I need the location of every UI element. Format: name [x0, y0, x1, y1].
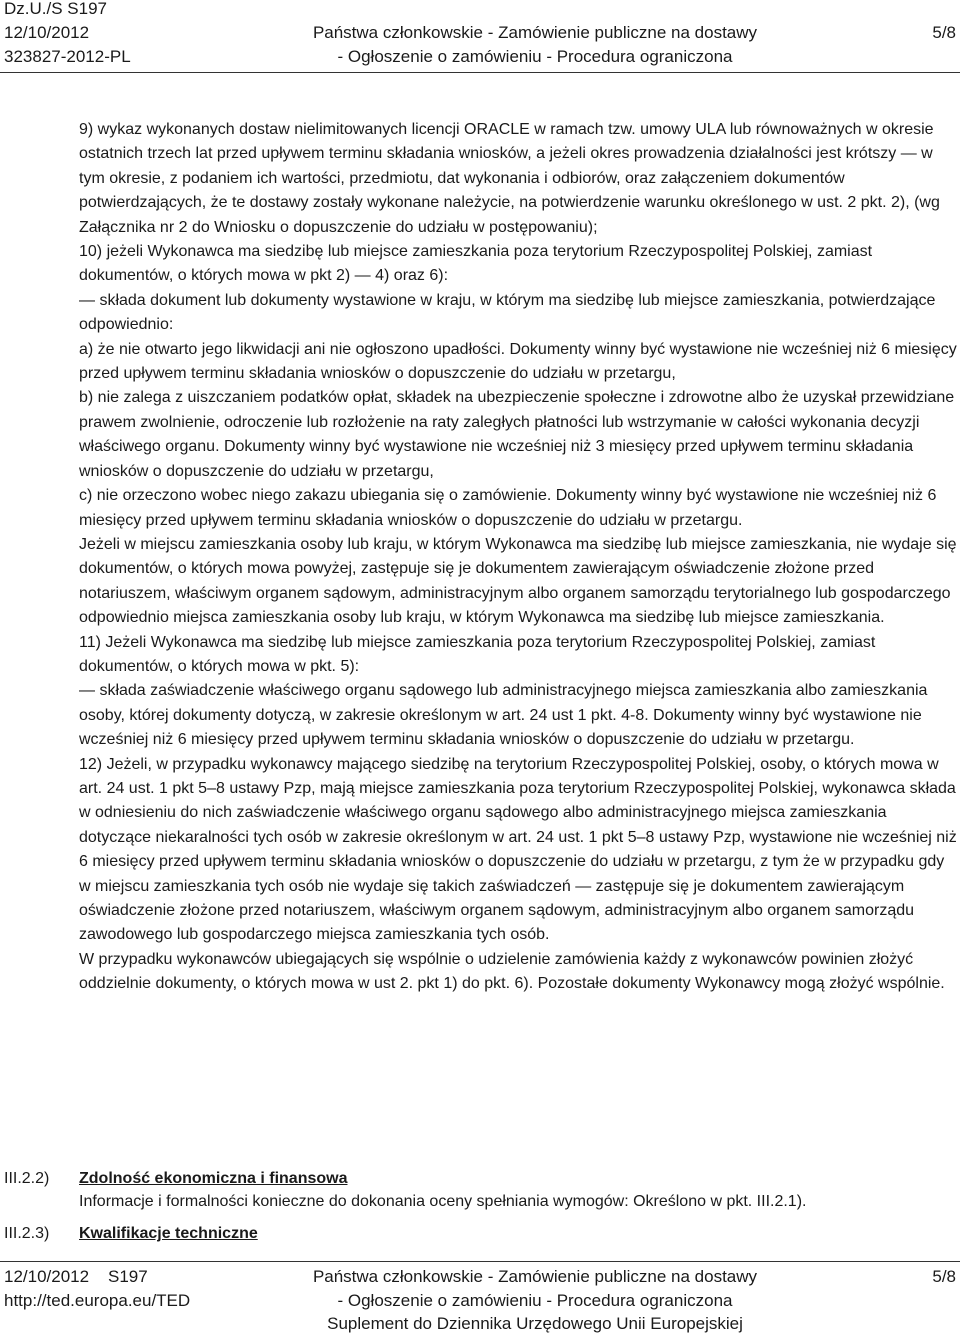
paragraph-item-12: 12) Jeżeli, w przypadku wykonawcy mającego siedzibę na terytorium Rzeczypospolitej Polskiej, osoby, o których mowa w art. 24 ust. 1 pkt 5–8 ustawy Pzp, mają miejsce zamieszkania poza terytorium Rzeczypospolitej Polskiej, wykonawca składa w odniesieniu do nich zaświadczenie właściwego organu sądowego albo administracyjnego miejsca zamieszkania dotyczące niekaralności tych osób w zakresie określonym w art. 24 ust. 1 pkt 5–8 ustawy Pzp, wystawione nie wcześniej niż 6 miesięcy przed upływem terminu składania wniosków o dopuszczenie do udziału w przetargu, z tym że w przypadku gdy w miejscu zamieszkania tych osób nie wydaje się takich zaświadczeń — zastępuje się je dokumentem zawierającym oświadczenie złożone przed notariuszem, właściwym organem sądowym, administracyjnym albo organem samorządu zawodowego lub gospodarczego miejsca zamieszkania tych osób.	[79, 755, 957, 944]
section-number: III.2.3)	[4, 1225, 50, 1242]
paragraph-item-11: 11) Jeżeli Wykonawca ma siedzibę lub miejsce zamieszkania poza terytorium Rzeczypospolitej Polskiej, zamiast dokumentów, o których mowa w pkt. 5):	[79, 633, 876, 675]
section-info: Informacje i formalności konieczne do dokonania oceny spełniania wymogów: Określono w pkt. III.2.1).	[79, 1193, 807, 1210]
footer-url[interactable]: http://ted.europa.eu/TED	[4, 1291, 191, 1310]
footer-title-line2: - Ogłoszenie o zamówieniu - Procedura ograniczona	[337, 1291, 733, 1310]
paragraph-dash-documents: — składa dokument lub dokumenty wystawione w kraju, w którym ma siedzibę lub miejsce zamieszkania, potwierdzające odpowiednio:	[79, 291, 936, 334]
footer-divider	[0, 1261, 960, 1262]
paragraph-point-c: c) nie orzeczono wobec niego zakazu ubiegania się o zamówienie. Dokumenty winny być wystawione nie wcześniej niż 6 miesięcy przed upływem terminu składania wniosków o dopuszczenie do udziału w przetargu.	[79, 487, 937, 529]
paragraph-point-a: a) że nie otwarto jego likwidacji ani nie ogłoszono upadłości. Dokumenty winny być wystawione nie wcześniej niż 6 miesięcy przed upływem terminu składania wniosków o dopuszczenie do udziału w przetargu,	[79, 340, 957, 383]
footer-title-line1: Państwa członkowskie - Zamówienie publiczne na dostawy	[312, 1267, 758, 1286]
header-title-line1: Państwa członkowskie - Zamówienie publiczne na dostawy	[312, 23, 758, 42]
paragraph-item-9: 9) wykaz wykonanych dostaw nielimitowanych licencji ORACLE w ramach tzw. umowy ULA lub równoważnych w okresie ostatnich trzech lat przed upływem terminu składania wniosków, a jeżeli okres prowadzenia działalności jest krótszy — w tym okresie, z podaniem ich wartości, przedmiotu, dat wykonania i odbiorów, oraz załączeniem dokumentów potwierdzających, że te dostawy zostały wykonane należycie, na potwierdzenie warunku określonego w ust. 2 pkt. 2), (wg Załącznika nr 2 do Wniosku o dopuszczenie do udziału w postępowaniu);	[79, 121, 940, 236]
paragraph-notary-statement: Jeżeli w miejscu zamieszkania osoby lub kraju, w którym Wykonawca ma siedzibę lub miejsce zamieszkania, nie wydaje się dokumentów, o których mowa powyżej, zastępuje się je dokumentem zawierającym oświadczenie złożone przed notariuszem, właściwym organem sądowym, administracyjnym albo organem samorządu terytorialnego lub gospodarczego odpowiednio miejsca zamieszkania osoby lub kraju, w którym Wykonawca ma siedzibę lub miejsce zamieszkania.	[79, 535, 957, 627]
journal-ref: Dz.U./S S197	[4, 0, 107, 18]
footer-date-series: 12/10/2012 S197	[4, 1267, 148, 1286]
section-number: III.2.2)	[4, 1170, 50, 1187]
footer-title-line3: Suplement do Dziennika Urzędowego Unii Europejskiej	[327, 1314, 743, 1333]
paragraph-item-10: 10) jeżeli Wykonawca ma siedzibę lub miejsce zamieszkania poza terytorium Rzeczypospolitej Polskiej, zamiast dokumentów, o których mowa w pkt 2) — 4) oraz 6):	[79, 243, 873, 285]
paragraph-dash-certificate: — składa zaświadczenie właściwego organu sądowego lub administracyjnego miejsca zamieszkania albo zamieszkania osoby, której dokumenty dotyczą, w zakresie określonym w art. 24 ust 1 pkt. 4-8. Dokumenty winny być wystawione nie wcześniej niż 6 miesięcy przed upływem terminu składania wniosków o dopuszczenie do udziału w przetargu.	[79, 682, 928, 749]
footer-page-number: 5/8	[932, 1267, 956, 1286]
paragraph-joint-bidders: W przypadku wykonawców ubiegających się wspólnie o udzielenie zamówienia każdy z wykonawców powinien złożyć oddzielnie dokumenty, o których mowa w ust 2. pkt 1) do pkt. 6). Pozostałe dokumenty Wykonawcy mogą złożyć wspólnie.	[79, 950, 945, 993]
header-page-number: 5/8	[932, 23, 956, 42]
paragraph-point-b: b) nie zalega z uiszczaniem podatków opłat, składek na ubezpieczenie społeczne i zdrowotne albo że uzyskał przewidziane prawem zwolnienie, odroczenie lub rozłożenie na raty zaległych płatności lub wstrzymanie w całości wykonania decyzji właściwego organu. Dokumenty winny być wystawione nie wcześniej niż 3 miesięcy przed upływem terminu składania wniosków o dopuszczenie do udziału w przetargu,	[79, 389, 955, 480]
body-content	[79, 118, 959, 997]
header-divider	[0, 72, 960, 73]
section-title: Zdolność ekonomiczna i finansowa	[79, 1170, 348, 1187]
header-title-line2: - Ogłoszenie o zamówieniu - Procedura ograniczona	[337, 47, 733, 66]
notice-id: 323827-2012-PL	[4, 47, 131, 66]
header-date: 12/10/2012	[4, 23, 90, 42]
section-title: Kwalifikacje techniczne	[79, 1225, 258, 1242]
